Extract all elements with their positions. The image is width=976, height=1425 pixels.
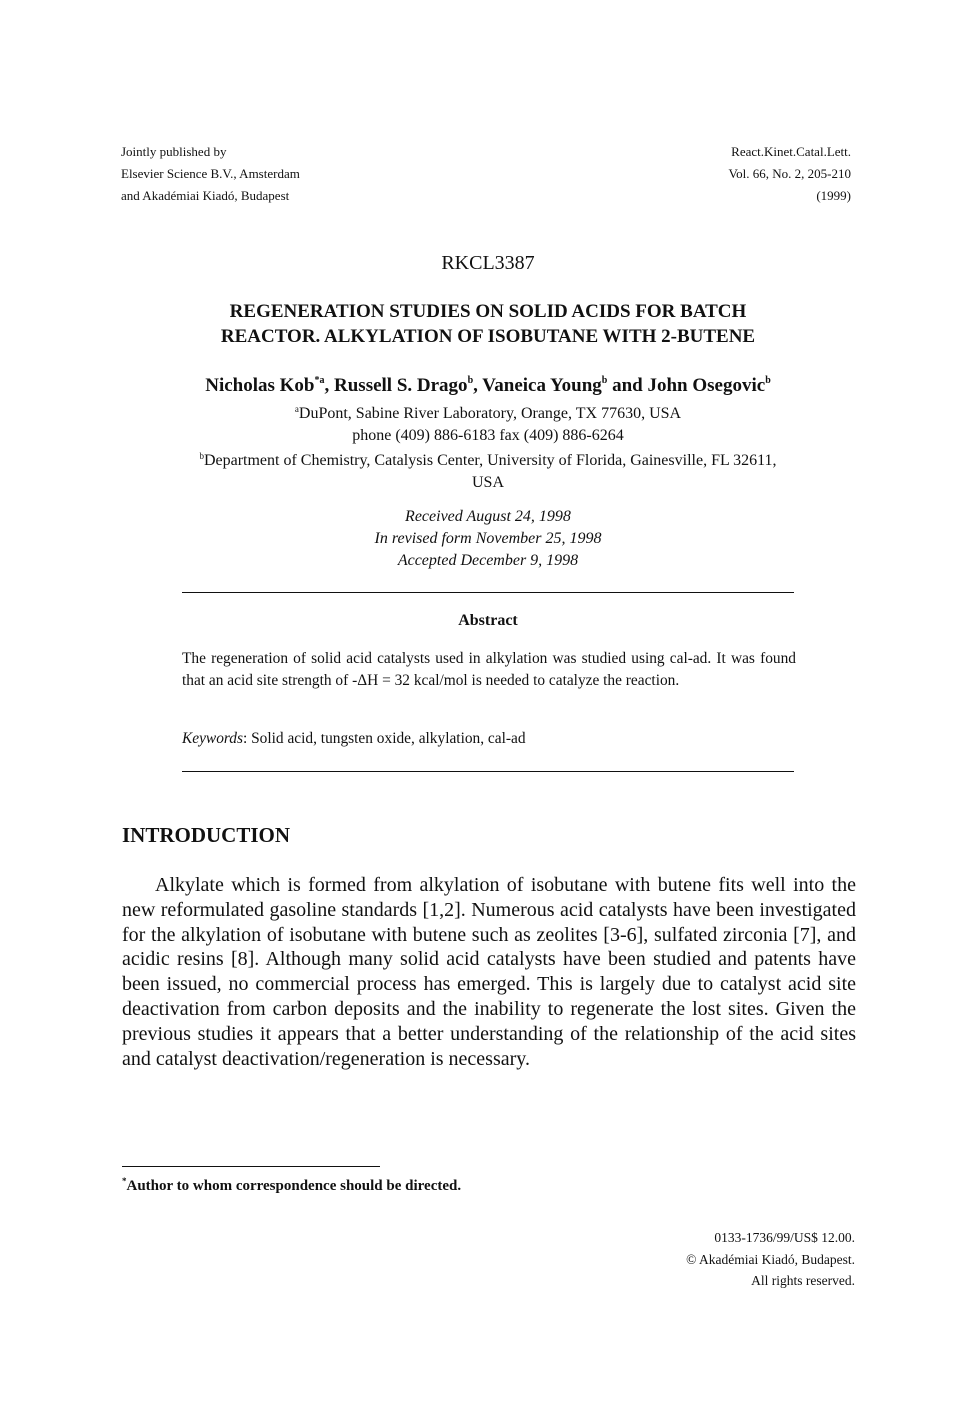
abstract-top-rule [182, 592, 794, 593]
footnote-mark: * [122, 1176, 127, 1186]
copyright-line: All rights reserved. [751, 1273, 855, 1288]
copyright-line: © Akadémiai Kiadó, Budapest. [686, 1251, 855, 1267]
keywords-label: Keywords [182, 730, 243, 747]
affiliation-line: phone (409) 886-6183 fax (409) 886-6264 [352, 426, 624, 444]
date-accepted: Accepted December 9, 1998 [397, 552, 579, 569]
journal-line: Vol. 66, No. 2, 205-210 [728, 166, 851, 181]
author-mark: b [601, 375, 608, 386]
author-mark: b [467, 375, 474, 386]
affiliation-mark: b [199, 451, 204, 461]
publisher-info [121, 141, 481, 207]
journal-citation [551, 141, 851, 207]
affiliation-mark: a [294, 404, 299, 414]
affiliation-text: Department of Chemistry, Catalysis Center, University of Florida, Gainesville, FL 32611, [203, 452, 777, 469]
copyright-block [535, 1227, 855, 1292]
author-name: Vaneica Young [482, 375, 602, 396]
author-separator: , [473, 375, 483, 396]
affiliation-line [80, 399, 896, 425]
publisher-line: and Akadémiai Kiadó, Budapest [121, 188, 290, 203]
journal-line: (1999) [816, 188, 851, 203]
section-heading-introduction: INTRODUCTION [122, 823, 291, 847]
article-code: RKCL3387 [441, 252, 535, 274]
author-name: Nicholas Kob [205, 375, 315, 396]
publisher-line: Jointly published by [121, 144, 227, 159]
author-mark: *a [314, 375, 325, 386]
footnote-text: Author to whom correspondence should be directed. [126, 1178, 462, 1194]
footnote [122, 1176, 461, 1195]
title-line: REGENERATION STUDIES ON SOLID ACIDS FOR BATCH [229, 301, 747, 322]
date-revised: In revised form November 25, 1998 [374, 530, 602, 547]
author-name: John Osegovic [647, 375, 766, 396]
publisher-line: Elsevier Science B.V., Amsterdam [121, 166, 300, 181]
submission-dates [0, 506, 976, 572]
author-list [80, 375, 896, 397]
footnote-rule [122, 1166, 380, 1167]
title-line: REACTOR. ALKYLATION OF ISOBUTANE WITH 2-BUTENE [220, 326, 756, 347]
introduction-paragraph: Alkylate which is formed from alkylation of isobutane with butene fits well into the new reformulated gasoline standards [1,2]. Numerous acid catalysts have been investigated for the alkylation of isobutane with butene such as zeolites [3-6], sulfated zirconia [7], and acidic resins [8]. Although many solid acid catalysts have been studied and patents have been issued, no commercial process has emerged. This is largely due to catalyst acid site deactivation from carbon deposits and the inability to regenerate the lost sites. Given the previous studies it appears that a better understanding of the relationship of the acid sites and catalyst deactivation/regeneration is necessary. [122, 874, 856, 1070]
affiliations [80, 399, 896, 493]
keywords-text: : Solid acid, tungsten oxide, alkylation, cal-ad [243, 730, 526, 747]
date-received: Received August 24, 1998 [405, 508, 571, 525]
author-separator: and [607, 375, 648, 396]
author-mark: b [765, 375, 771, 386]
abstract-text: The regeneration of solid acid catalysts used in alkylation was studied using cal-ad. It was found that an acid site strength of -ΔH = 32 kcal/mol is needed to catalyze the reaction. [182, 650, 796, 689]
article-title [100, 299, 876, 349]
affiliation-line [80, 446, 896, 472]
keywords [182, 730, 796, 748]
abstract-bottom-rule [182, 771, 794, 772]
copyright-line: 0133-1736/99/US$ 12.00. [714, 1230, 855, 1245]
abstract-heading: Abstract [458, 612, 518, 629]
author-name: Russell S. Drago [334, 375, 468, 396]
affiliation-text: DuPont, Sabine River Laboratory, Orange, TX 77630, USA [298, 405, 682, 422]
journal-line: React.Kinet.Catal.Lett. [731, 144, 851, 159]
affiliation-line: USA [471, 473, 504, 491]
author-separator: , [324, 375, 335, 396]
